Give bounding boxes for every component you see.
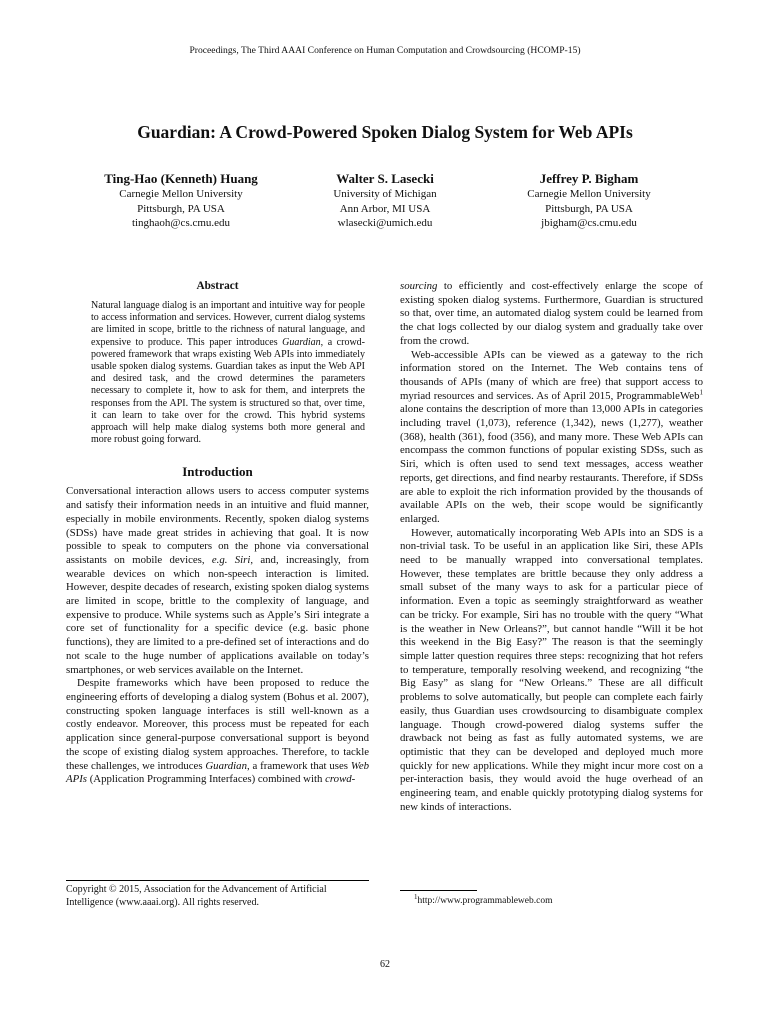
text-span: alone contains the description of more than 13,000 APIs in categories including travel (1,073), reference (1,342), news (1,277), weather (368), health (361), food (356), and many more. These Web APIs can encompass the common functions of popular existing SDSs, such as Siri, which is often used to send text messages, access weather reports, get directions, and find nearby restaurants. Therefore, if SDSs are able to exploit the rich information provided by the thousands of available APIs on the web, their scope would be significantly enlarged.	[400, 403, 703, 525]
footnote-rule	[400, 890, 477, 891]
text-span: Despite frameworks which have been proposed to reduce the engineering efforts of developing a dialog system (Bohus et al. 2007), constructing spoken language interfaces is still well-known as a costly endeavor. Moreover, this process must be repeated for each application since general-purpose conversational support is beyond the scope of existing dialog system approaches. Therefore, to tackle these challenges, we introduces	[66, 677, 369, 772]
url-footnote	[400, 890, 703, 906]
abstract-heading: Abstract	[196, 280, 239, 292]
author-affiliation: University of Michigan	[333, 188, 437, 200]
text-span: Conversational interaction allows users to access computer systems and satisfy their information needs in an intuitive and fluid manner, especially in mobile environments. Recently, spoken dialog systems (SDSs) have made great strides in achieving that goal. It is now possible to speak to computers on the phone via conversational assistants on mobile devices,	[66, 485, 369, 566]
intro-paragraph-2	[66, 677, 369, 787]
left-column	[66, 280, 369, 787]
copyright-text: Copyright © 2015, Association for the Advancement of Artificial Intelligence (www.aaai.org). All rights reserved.	[66, 884, 327, 908]
footnote-marker: 1	[699, 388, 703, 397]
author-name: Walter S. Lasecki	[336, 171, 434, 186]
intro-paragraph-3	[400, 349, 703, 527]
author-block	[66, 170, 296, 231]
introduction-heading: Introduction	[182, 464, 253, 480]
footnote-rule	[66, 880, 369, 881]
abstract-text	[91, 300, 365, 446]
text-span: (Application Programming Interfaces) combined with	[87, 773, 326, 786]
author-affiliation: Carnegie Mellon University	[527, 188, 651, 200]
emphasis-span: crowd-	[325, 773, 356, 786]
text-span: , and, increasingly, from wearable devices on which non-speech interaction is limited. However, despite decades of research, existing spoken dialog systems are limited in scope, brittle to the complexity of language, and expensive to produce. While systems such as Apple’s Siri integrate a core set of functionality for a specific device (e.g. basic phone functions), they are limited to a pre-defined set of interactions and do not scale to the huge number of applications available on today’s smartphones, or web services available on the Internet.	[66, 553, 370, 676]
abstract-text-part: Natural language dialog is an important and intuitive way for people to access information and services. However, current dialog systems are limited in scope, brittle to the richness of natural language, and expensive to produce. This paper introduces	[91, 300, 365, 348]
footnote-url: http://www.programmableweb.com	[417, 896, 553, 906]
emphasis-span: Web APIs	[66, 759, 370, 786]
author-location: Ann Arbor, MI USA	[339, 202, 431, 215]
author-name: Jeffrey P. Bigham	[539, 171, 639, 186]
intro-paragraph-2-continued	[400, 280, 703, 349]
text-span: However, automatically incorporating Web APIs into an SDS is a non-trivial task. To be useful in an application like Siri, these APIs need to be manually wrapped into conversational templates. However, these templates are brittle because they only address a small subset of the many ways to ask for a particular piece of information. Even a topic as seemingly straightforward as weather can be tricky. For example, Siri has no trouble with the query “What is the weather in New Orleans?”, but cannot handle “Will it be hot this weekend in the Big Easy?” The reason is that the seemingly simple latter question requires three steps: recognizing that hot refers to temperature, temporally resolving weekend, and recognizing “the Big Easy” as slang for “New Orleans.” These are all difficult problems to solve automatically, but people can complete each fairly easily, thus Guardian uses crowdsourcing to disambiguate complex language. Though crowd-powered dialog systems suffer the drawback not being as fast as fully automated systems, we are optimistic that they can be developed and deployed much more quickly for new applications. While they might incur more cost on a per-interaction basis, they would avoid the huge overhead of an engineering team, and enable quickly prototyping dialog systems for new kinds of interactions.	[400, 526, 703, 813]
page-number: 62	[380, 959, 390, 970]
author-location: Pittsburgh, PA USA	[545, 202, 633, 215]
footnote-text	[400, 892, 703, 906]
right-column	[400, 280, 703, 814]
author-affiliation: Carnegie Mellon University	[119, 188, 243, 200]
emphasis-span: e.g. Siri	[211, 553, 251, 566]
footnote-number: 1	[414, 892, 418, 901]
paper-title: Guardian: A Crowd-Powered Spoken Dialog System for Web APIs	[137, 122, 633, 142]
intro-paragraph-1	[66, 485, 369, 677]
copyright-footnote	[66, 880, 369, 909]
author-block	[270, 170, 500, 231]
proceedings-header: Proceedings, The Third AAAI Conference on Human Computation and Crowdsourcing (HCOMP-15)	[189, 45, 581, 56]
author-block	[474, 170, 704, 231]
text-span: Web-accessible APIs can be viewed as a gateway to the rich information stored on the Internet. The Web contains tens of thousands of APIs (many of which are free) that support access to myriad resources and services. As of April 2015, ProgrammableWeb	[400, 348, 703, 402]
abstract-text-part: , a crowd-powered framework that wraps existing Web APIs into immediately usable spoken dialog systems. Guardian takes as input the Web API and desired task, and the crowd determines the parameters necessary to complete it, how to ask for them, and interprets the responses from the API. The system is structured so that, over time, it can learn to take over for the crowd. This hybrid systems approach will help make dialog systems both more general and more robust going forward.	[91, 336, 365, 446]
text-span: to efficiently and cost-effectively enlarge the scope of existing spoken dialog systems. Furthermore, Guardian is structured so that, over time, an automated dialog system could be learned from the chat logs collected by our dialog system and gradually take over from the crowd.	[400, 280, 703, 347]
author-name: Ting-Hao (Kenneth) Huang	[104, 171, 258, 186]
emphasis-span: Guardian	[205, 759, 247, 772]
abstract-emphasis: Guardian	[282, 336, 321, 348]
intro-paragraph-4	[400, 527, 703, 815]
text-span: , a framework that uses	[246, 759, 351, 772]
emphasis-span: sourcing	[400, 280, 438, 292]
author-email: wlasecki@umich.edu	[337, 217, 433, 229]
author-email: jbigham@cs.cmu.edu	[541, 217, 637, 229]
author-location: Pittsburgh, PA USA	[137, 202, 225, 215]
author-email: tinghaoh@cs.cmu.edu	[131, 217, 231, 229]
